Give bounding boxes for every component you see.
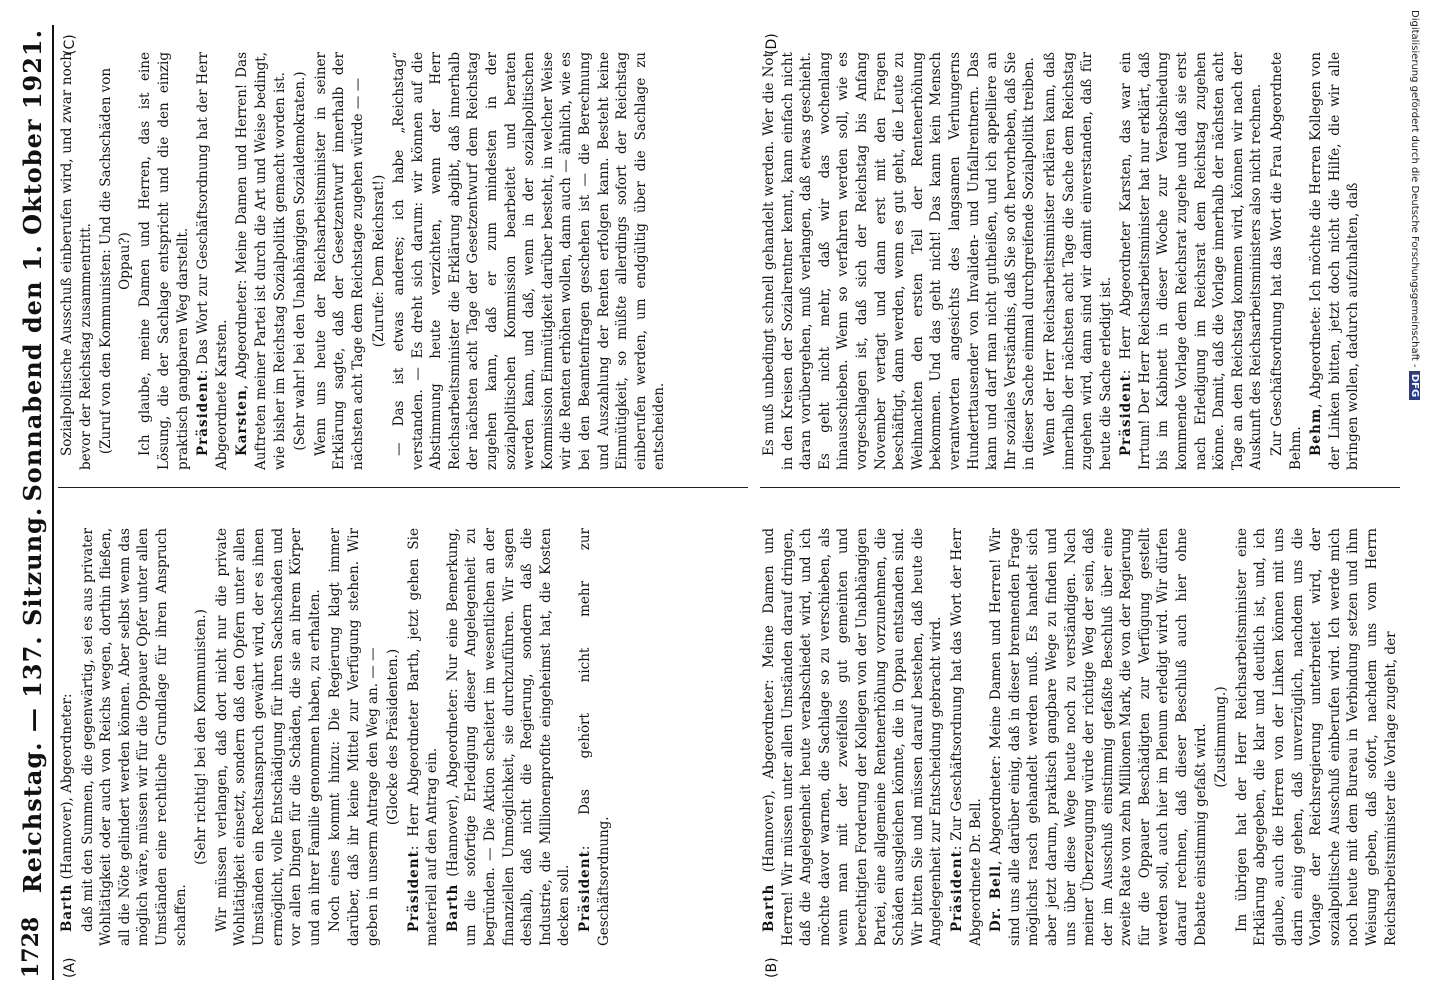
paragraph-text: , Abgeordneter: Meine Damen und Herren! Wir sind uns alle darüber einig, daß in dieser brennenden Frage möglichst rasch gehandelt werden muß. Es handelt sich aber jetzt darum, praktisch gangbare Wege zu finden und uns über diese Wege heute noch zu verständigen. Nach meiner Überzeugung würde der richtige Weg der sein, daß der im Ausschuß einstimmig gefaßte Beschluß über eine zweite Rate von zehn Millionen Mark, die von der Regierung für die Oppauer Beschädigten zur Verfügung gestellt werden soll, auch hier im Plenum erledigt wird. Wir dürfen darauf rechnen, daß dieser Beschluß auch hier ohne Debatte einstimmig gefaßt wird. [988,528,1209,946]
rotated-page-content [12,25,1402,980]
speech-paragraph [1117,52,1266,470]
paragraph-text: : Das gehört nicht mehr zur Geschäftsordnung. [577,528,612,946]
paragraph-text: , Abgeordneter: Meine Damen und Herren! Das Auftreten meiner Partei ist durch die Art und Weise bedingt, wie bisher im Reichstag Sozialpolitik gemacht worden ist. [234,52,288,470]
page-number: 1728 [18,916,44,978]
paragraph [1233,528,1400,946]
speaker-name: Präsident [1118,374,1135,456]
interjection [1212,528,1231,946]
speech-paragraph [576,528,613,946]
paragraph-text: , Abgeordnete: Ich möchte die Herren Kollegen von der Linken bitten, jetzt doch nicht die Hilfe, die wir alle bringen wollen, dadurch aufzuhalten, daß [1308,52,1362,470]
paragraph-text: (Zustimmung.) [1213,686,1230,788]
left-column-bottom [760,528,1400,946]
paragraph [79,528,191,946]
speaker-name: Dr. Bell [988,864,1005,932]
interjection [384,528,403,946]
paragraph-text: (Glocke des Präsidenten.) [385,648,402,826]
interjection [291,52,310,470]
paragraph [1268,52,1305,470]
right-column-bottom [760,52,1400,470]
margin-mark-c: (C) [62,34,78,55]
paragraph [760,52,1039,470]
paragraph-text: (Zurufe: Dem Reichsrat!) [370,174,387,348]
paragraph-text: Wenn der Herr Reichsarbeitsminister erklären kann, daß innerhalb der nächsten acht Tage die Sache dem Reichstag zugehen wird, dann sind wir damit einverstanden, daß für heute die Sache erledigt ist. [1041,52,1114,470]
digitization-text: Digitalisierung gefördert durch die Deutsche Forschungsgemeinschaft - [1409,10,1420,368]
speaker-name: Präsident [948,850,965,932]
paragraph [326,528,382,946]
paragraph [390,52,669,470]
paragraph-text: daß mit den Summen, die gegenwärtig, sei es aus privater Wohltätigkeit oder auch von Reichs wegen, dorthin fließen, all die Nöte gelindert werden können. Aber selbst wenn das möglich wäre, müssen wir für die Oppauer Opfer unter allen Umständen eine rechtliche Grundlage für ihren Anspruch schaffen. [79,528,189,946]
interjection [370,52,389,470]
paragraph-text: (Hannover), Abgeordneter: Nur eine Bemerkung, um die sofortige Erledigung dieser Angelegenheit zu begründen. — Die Aktion scheitert im wesentlichen an der finanziellen Unmöglichkeit, sie durchzuführen. Wir sagen deshalb, daß nicht die Regierung, sondern daß die Industrie, die Millionenprofite eingeheimst hat, die Kosten decken soll. [444,528,573,946]
paragraph-text: Sozialpolitische Ausschuß einberufen wird, und zwar noch bevor der Reichstag zusammentritt. [59,52,94,470]
paragraph-text: Ich glaube, meine Damen und Herren, das ist eine Lösung, die der Sachlage entspricht und die den einzig praktisch gangbaren Weg darstellt. [137,52,191,470]
paragraph-text: Zur Geschäftsordnung hat das Wort die Frau Abgeordnete Behm. [1269,52,1304,470]
left-column-top [58,528,748,946]
paragraph-text: (Sehr richtig! bei den Kommunisten.) [193,609,210,865]
speech-paragraph [233,52,289,470]
speaker-name: Barth [444,883,461,932]
paragraph [136,52,192,470]
paragraph-text: Noch eines kommt hinzu: Die Regierung klagt immer darüber, daß ihr keine Mittel zur Verfügung stehen. Wir geben in unserm Antrage den Weg an. — — [327,528,381,946]
speech-paragraph [405,528,442,946]
paragraph-text: (Hannover), Abgeordneter: [59,693,75,884]
paragraph-text: Wenn uns heute der Reichsarbeitsminister in seiner Erklärung sagte, daß der Gesetzentwurf innerhalb der nächsten acht Tage dem Reichstage zugehen würde — — [312,52,366,470]
paragraph-text: Im übrigen hat der Herr Reichsarbeitsminister eine Erklärung abgegeben, die klar und deutlich ist, und, ich glaube, auch die Herren von der Linken können mit uns darin einig gehen, daß unverzüglich, nachdem uns die Vorlage der Reichsregierung unterbreitet wird, der sozialpolitische Ausschuß einberufen wird. Ich werde mich noch heute mit dem Bureau in Verbindung setzen und ihm Weisung geben, daß sofort, nachdem uns vom Herrn Reichsarbeitsminister die Vorlage zugeht, der [1233,528,1399,946]
paragraph [213,528,325,946]
interjection [192,528,211,946]
paragraph-text: — Das ist etwas anderes; ich habe „Reichstag“ verstanden. — Es dreht sich darum: wir können auf die Abstimmung heute verzichten, wenn der Herr Reichsarbeitsminister die Erklärung abgibt, daß innerhalb der nächsten acht Tage der Gesetzentwurf dem Reichstag zugehen kann, daß er zum mindesten in der sozialpolitischen Kommission bearbeitet und beraten werden kann, und daß, wenn in der sozialpolitischen Kommission Einmütigkeit darüber besteht, in welcher Weise wir die Renten erhöhen wollen, dann auch — ähnlich, wie es bei den Beamtenfragen geschehen ist — die Berechnung und Auszahlung der Renten erfolgen kann. Besteht keine Einmütigkeit, so müßte allerdings sofort der Reichstag einberufen werden, um endgültig über die Sachlage zu entscheiden. [391,52,668,470]
paragraph-text: : Zur Geschäftsordnung hat das Wort der Herr Abgeordnete Dr. Bell. [948,528,984,946]
right-column-top [58,52,748,470]
paragraph [1041,52,1115,470]
paragraph-text: : Herr Abgeordneter Karsten, das war ein Irrtum! Der Herr Reichsarbeitsminister hat nur erklärt, daß bis im Kabinett in dieser Woche zur Verabschiedung kommende Vorlage dem Reichsrat zugehe und daß sie erst nach Erledigung im Reichsrat dem Reichstag zugehen könne. Damit, daß die Vorlage innerhalb der nächsten acht Tage an den Reichstag kommen wird, können wir nach der Auskunft des Reichsarbeitsministers also nicht rechnen. [1118,52,1265,470]
speech-paragraph [444,528,574,946]
paragraph-text: : Das Wort zur Geschäftsordnung hat der Herr Abgeordnete Karsten. [195,52,230,470]
dfg-logo: DFG [1409,371,1420,400]
speech-paragraph [1307,52,1363,470]
speaker-name: Präsident [405,850,422,932]
speaker-name: Karsten [234,389,251,456]
session-title: Reichstag. — 137. Sitzung. [18,506,47,894]
interjection [97,52,134,470]
paragraph-text: (Sehr wahr! bei den Unabhängigen Sozialdemokraten.) [292,71,309,451]
speech-paragraph [760,528,946,946]
paragraph-text: Wir müssen verlangen, daß dort nicht nur die private Wohltätigkeit einsetzt, sondern daß den Opfern unter allen Umständen ein Rechtsanspruch gewährt wird, der es ihnen ermöglicht, volle Entschädigung für ihren Sachschaden und vor allen Dingen für die Schäden, die sie an ihrem Körper und an ihrer Familie genommen haben, zu erhalten. [213,528,323,946]
paragraph-text: (Hannover), Abgeordneter: Meine Damen und Herren! Wir müssen unter allen Umständen darauf dringen, daß die Angelegenheit heute verabschiedet wird, und ich möchte davor warnen, die Sachlage so zu verschieben, als wenn man mit der zweifellos gut gemeinten und berechtigten Forderung der Kollegen von der Unabhängigen Partei, eine allgemeine Rentenerhöhung vorzunehmen, die Schäden ausgleichen könnte, die in Oppau entstanden sind. Wir bitten Sie und müssen darauf bestehen, daß heute die Angelegenheit zur Entscheidung gebracht wird. [761,528,945,946]
margin-mark-a: (A) [62,957,78,978]
speech-paragraph [987,528,1210,946]
speaker-name: Präsident [195,374,212,456]
speech-paragraph [194,52,231,470]
paragraph-text: (Zuruf von den Kommunisten: Und die Sachschäden von Oppau?) [98,67,133,455]
speech-paragraph [58,528,77,946]
speaker-name: Präsident [577,850,594,932]
paragraph-text: : Herr Abgeordneter Barth, jetzt gehen Sie materiell auf den Antrag ein. [405,528,441,946]
margin-mark-b: (B) [764,957,780,978]
speaker-name: Barth [761,883,777,932]
speech-paragraph [948,528,985,946]
column-divider-lower [760,487,1400,488]
speaker-name: Behm [1308,407,1325,456]
session-date: Sonnabend den 1. Oktober 1921. [18,29,47,502]
paragraph [312,52,368,470]
margin-mark-d: (D) [764,33,780,55]
page-header [12,25,54,980]
paragraph [58,52,95,470]
speaker-name: Barth [59,883,75,932]
digitization-note [1409,10,1434,710]
paragraph-text: Es muß unbedingt schnell gehandelt werden. Wer die Not in den Kreisen der Sozialrentner kennt, kann einfach nicht daran vorübergehen, muß verlangen, daß etwas geschieht. Es geht nicht mehr, daß wir das wochenlang hinausschieben. Wenn so verfahren werden soll, wie es vorgeschlagen ist, daß sich der Reichstag bis Anfang November vertagt und dann erst mit den Fragen beschäftigt, dann werden, wenn es gut geht, die Leute zu Weihnachten den ersten Teil der Rentenerhöhung bekommen. Und das geht nicht! Das kann kein Mensch verantworten angesichts des langsamen Verhungerns Hunderttausender von Invaliden- und Unfallrentnern. Das kann und darf man nicht gutheißen, und ich appelliere an Ihr soziales Verständnis, daß Sie so oft hervorheben, daß Sie in dieser Sache einmal durchgreifende Sozialpolitik treiben. [761,52,1038,470]
column-divider [58,487,748,488]
